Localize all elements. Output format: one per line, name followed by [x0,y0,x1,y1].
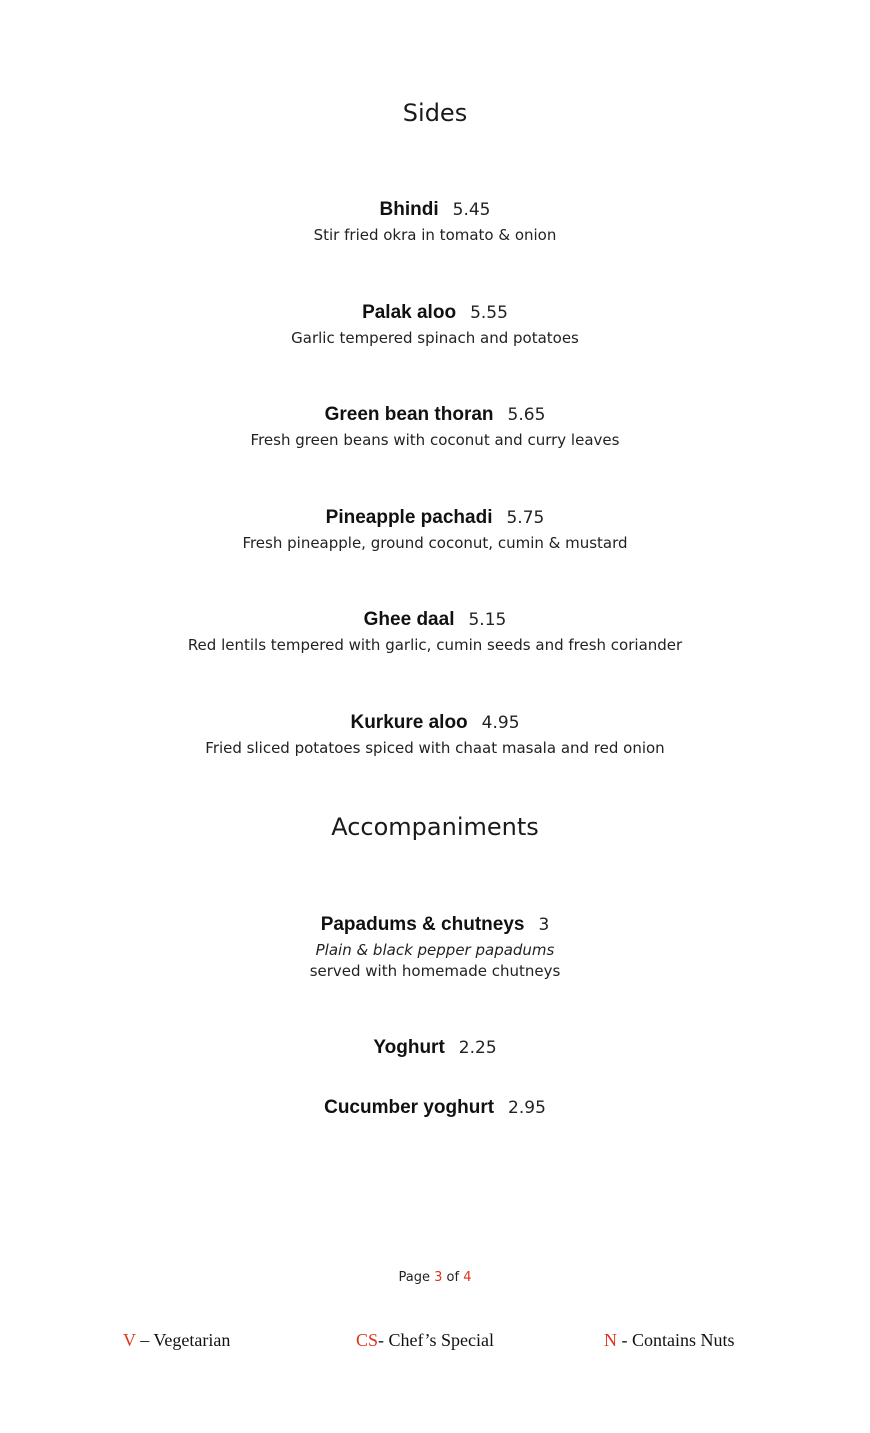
item-name: Yoghurt [373,1037,445,1058]
menu-item-yoghurt [0,1035,870,1060]
item-price: 5.45 [452,200,491,220]
item-description-line-2: served with homemade chutneys [309,962,561,980]
item-price: 3 [538,915,550,935]
menu-item-pineapple-pachadi [0,505,870,554]
item-name: Palak aloo [362,302,457,323]
item-description: Plain & black pepper papadums [315,941,555,959]
item-description: Fresh pineapple, ground coconut, cumin & mustard [242,534,628,552]
legend-code: CS [356,1330,379,1350]
legend-code: N [604,1330,617,1350]
item-description: Garlic tempered spinach and potatoes [291,329,579,347]
item-price: 4.95 [481,713,520,733]
legend-label: – Vegetarian [135,1330,231,1350]
menu-item-palak-aloo [0,300,870,349]
item-name: Bhindi [379,199,439,220]
page-total: 4 [463,1270,472,1285]
item-price: 5.55 [470,303,508,323]
menu-item-papadums-chutneys [0,912,870,981]
menu-item-ghee-daal [0,607,870,656]
page-current: 3 [434,1270,443,1285]
menu-item-bhindi [0,197,870,246]
legend-chefs-special [356,1330,494,1351]
item-name: Kurkure aloo [350,712,468,733]
page-of: of [446,1270,460,1285]
item-description: Fried sliced potatoes spiced with chaat masala and red onion [205,739,665,757]
legend-label: - Chef’s Special [378,1330,494,1350]
legend-vegetarian [123,1330,230,1351]
section-title-accompaniments: Accompaniments [331,813,539,841]
item-name: Green bean thoran [324,404,494,425]
menu-item-cucumber-yoghurt [0,1095,870,1120]
item-price: 2.95 [508,1098,546,1118]
item-name: Pineapple pachadi [325,507,493,528]
menu-item-green-bean-thoran [0,402,870,451]
section-title-sides: Sides [402,99,468,127]
legend-code: V [123,1330,136,1350]
item-price: 2.25 [458,1038,497,1058]
legend-contains-nuts [604,1330,735,1351]
menu-item-kurkure-aloo [0,710,870,759]
page-indicator [0,1270,870,1285]
item-name: Cucumber yoghurt [324,1097,495,1118]
item-price: 5.75 [506,508,545,528]
item-name: Papadums & chutneys [320,914,525,935]
item-name: Ghee daal [363,609,455,630]
page-prefix: Page [398,1270,430,1285]
legend-label: - Contains Nuts [617,1330,735,1350]
item-price: 5.65 [507,405,546,425]
item-price: 5.15 [468,610,507,630]
item-description: Stir fried okra in tomato & onion [313,226,557,244]
item-description: Red lentils tempered with garlic, cumin seeds and fresh coriander [187,636,683,654]
item-description: Fresh green beans with coconut and curry leaves [250,431,620,449]
